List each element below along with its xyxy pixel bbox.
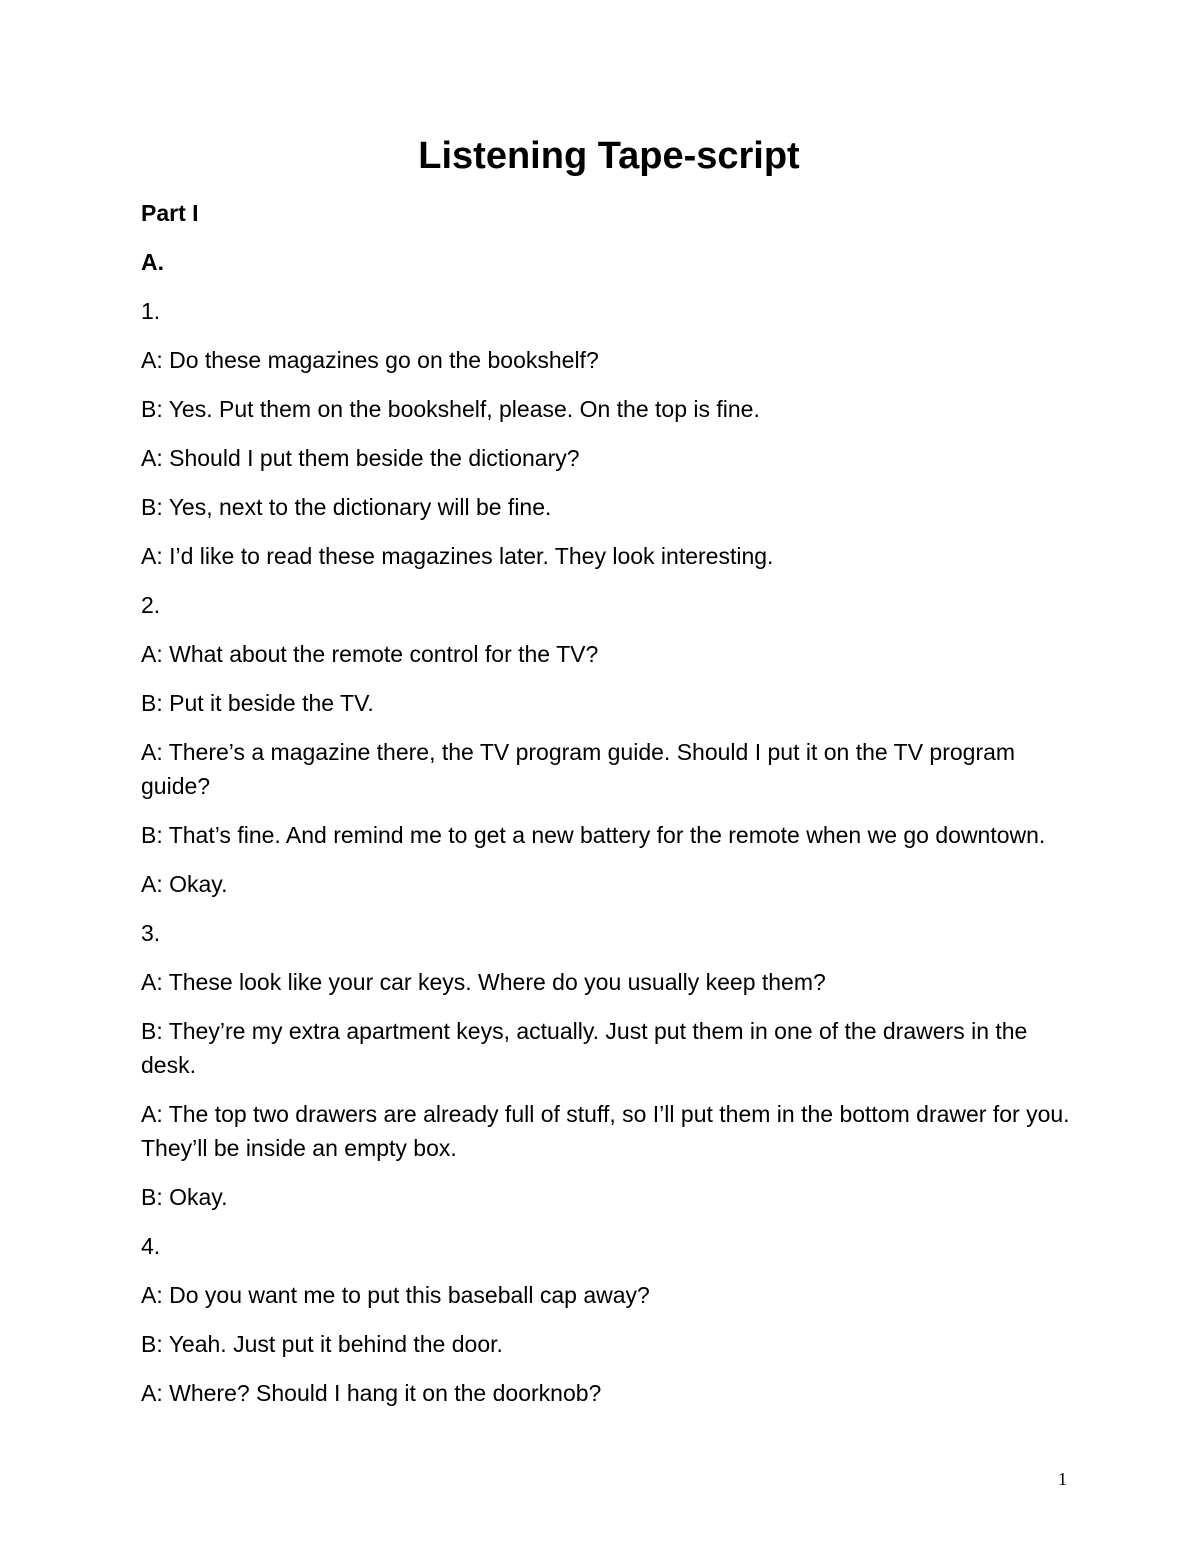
script-line: B: Okay.: [141, 1184, 228, 1210]
script-line: 3.: [141, 920, 161, 946]
script-line: A: I’d like to read these magazines later. They look interesting.: [141, 543, 774, 569]
script-line: A: Should I put them beside the dictionary?: [141, 445, 580, 471]
script-line: A: The top two drawers are already full of stuff, so I’ll put them in the bottom drawer for you. They’ll be inside an empty box.: [141, 1101, 1070, 1161]
section-heading: A.: [141, 249, 164, 275]
script-line: A: Do you want me to put this baseball cap away?: [141, 1282, 650, 1308]
script-line: B: They’re my extra apartment keys, actually. Just put them in one of the drawers in the desk.: [141, 1018, 1028, 1078]
script-line: 2.: [141, 592, 161, 618]
script-line: A: There’s a magazine there, the TV program guide. Should I put it on the TV program guide?: [141, 739, 1016, 799]
script-line: B: Yes. Put them on the bookshelf, please. On the top is fine.: [141, 396, 760, 422]
script-line: A: Do these magazines go on the bookshelf?: [141, 347, 599, 373]
script-line: B: That’s fine. And remind me to get a new battery for the remote when we go downtown.: [141, 822, 1046, 848]
script-line: B: Yeah. Just put it behind the door.: [141, 1331, 503, 1357]
script-line: B: Yes, next to the dictionary will be fine.: [141, 494, 552, 520]
script-line: A: What about the remote control for the TV?: [141, 641, 599, 667]
document-title: Listening Tape-script: [418, 135, 800, 177]
script-line: 1.: [141, 298, 161, 324]
script-line: 4.: [141, 1233, 161, 1259]
section-heading: Part I: [141, 200, 199, 226]
script-line: A: Okay.: [141, 871, 228, 897]
script-line: A: Where? Should I hang it on the doorknob?: [141, 1380, 602, 1406]
page-number: 1: [1058, 1469, 1067, 1489]
script-line: A: These look like your car keys. Where do you usually keep them?: [141, 969, 826, 995]
document-body: [141, 196, 1071, 1425]
script-line: B: Put it beside the TV.: [141, 690, 374, 716]
